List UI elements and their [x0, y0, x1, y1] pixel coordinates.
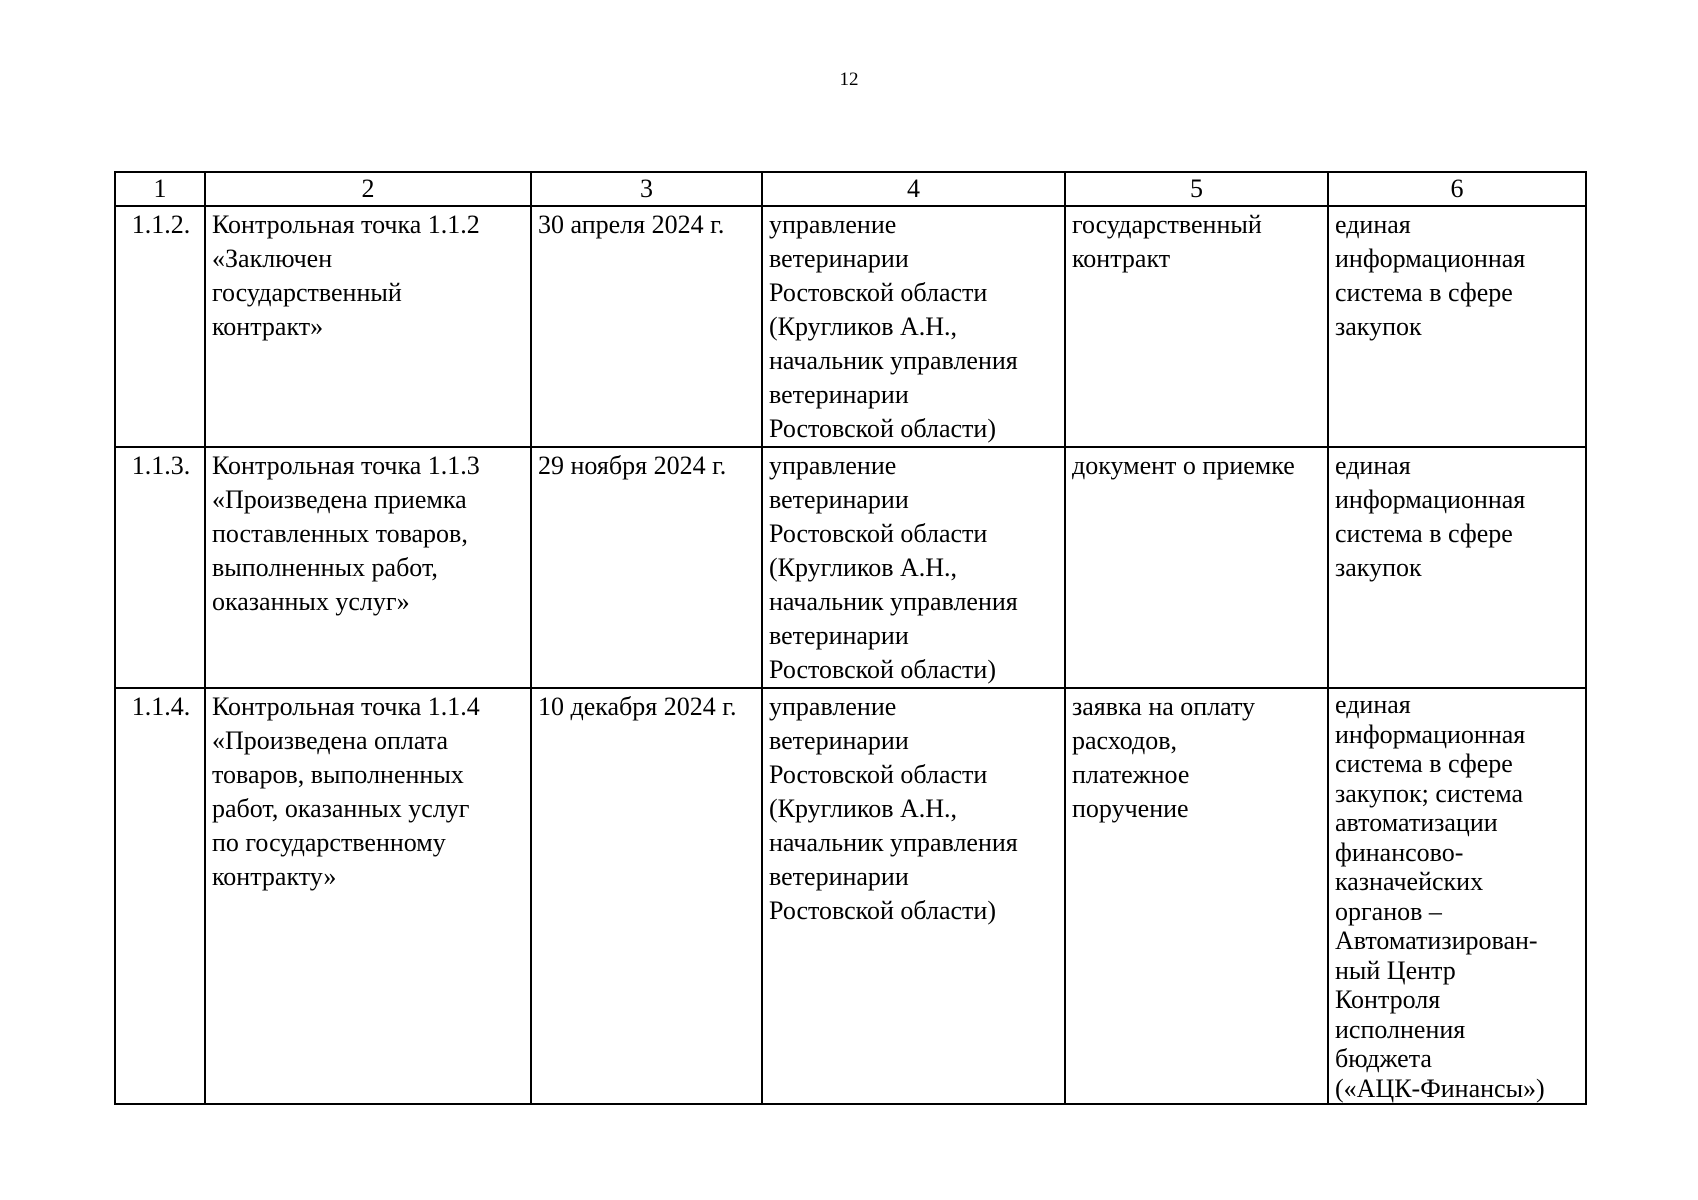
responsible-party: управление ветеринарии Ростовской области (Кругликов А.Н., начальник управления ветеринарии Ростовской области) [762, 206, 1065, 447]
page-number: 12 [839, 69, 859, 90]
information-system: единая информационная система в сфере закупок [1328, 447, 1586, 688]
deadline-date: 30 апреля 2024 г. [531, 206, 762, 447]
responsible-party: управление ветеринарии Ростовской области (Кругликов А.Н., начальник управления ветеринарии Ростовской области) [762, 688, 1065, 1104]
column-header-4: 4 [762, 172, 1065, 206]
column-header-3: 3 [531, 172, 762, 206]
control-point-name: Контрольная точка 1.1.3 «Произведена приемка поставленных товаров, выполненных работ, оказанных услуг» [205, 447, 531, 688]
control-point-name: Контрольная точка 1.1.2 «Заключен государственный контракт» [205, 206, 531, 447]
column-header-6: 6 [1328, 172, 1586, 206]
row-number: 1.1.3. [115, 447, 205, 688]
responsible-party: управление ветеринарии Ростовской области (Кругликов А.Н., начальник управления ветеринарии Ростовской области) [762, 447, 1065, 688]
deadline-date: 10 декабря 2024 г. [531, 688, 762, 1104]
control-points-table [114, 171, 1587, 1105]
result-document: заявка на оплату расходов, платежное поручение [1065, 688, 1328, 1104]
information-system: единая информационная система в сфере закупок [1328, 206, 1586, 447]
table-row [115, 206, 1586, 447]
result-document: государственный контракт [1065, 206, 1328, 447]
result-document: документ о приемке [1065, 447, 1328, 688]
information-system: единая информационная система в сфере закупок; система автоматизации финансово- казначейских органов – Автоматизирован- ный Центр Контроля исполнения бюджета («АЦК-Финансы») [1328, 688, 1586, 1104]
column-header-2: 2 [205, 172, 531, 206]
table-row [115, 688, 1586, 1104]
column-number-row [115, 172, 1586, 206]
table-row [115, 447, 1586, 688]
control-point-name: Контрольная точка 1.1.4 «Произведена оплата товаров, выполненных работ, оказанных услуг по государственному контракту» [205, 688, 531, 1104]
deadline-date: 29 ноября 2024 г. [531, 447, 762, 688]
column-header-1: 1 [115, 172, 205, 206]
row-number: 1.1.4. [115, 688, 205, 1104]
row-number: 1.1.2. [115, 206, 205, 447]
column-header-5: 5 [1065, 172, 1328, 206]
